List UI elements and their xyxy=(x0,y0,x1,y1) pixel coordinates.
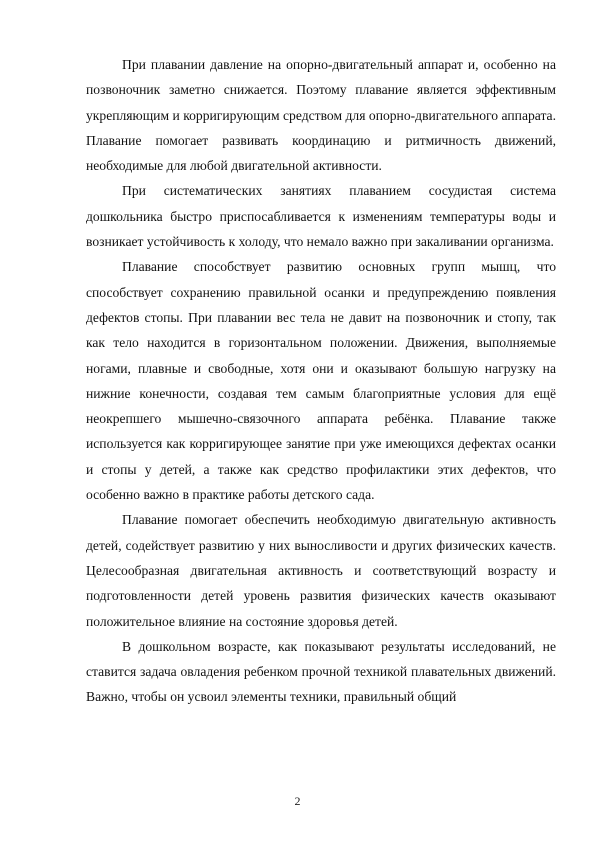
paragraph-swimming-activity: Плавание помогает обеспечить необходимую двигательную активность детей, содействует развитию у них выносливости и других физических качеств. Целесообразная двигательная активность и соответствующий возрасту и подготовленности детей уровень развития физических качеств оказывают положительное влияние на состояние здоровья детей. xyxy=(86,512,556,629)
paragraph-swimming-musculoskeletal: При плавании давление на опорно-двигательный аппарат и, особенно на позвоночник заметно снижается. Поэтому плавание является эффективным укрепляющим и корригирующим средством для опорно-двигательного аппарата. Плавание помогает развивать координацию и ритмичность движений, необходимые для любой двигательной активности. xyxy=(86,57,556,174)
page-number: 2 xyxy=(294,794,301,808)
paragraph-swimming-hardening: При систематических занятиях плаванием сосудистая система дошкольника быстро приспосабливается к изменениям температуры воды и возникает устойчивость к холоду, что немало важно при закаливании организма. xyxy=(86,183,556,250)
paragraph-preschool-technique: В дошкольном возрасте, как показывают результаты исследований, не ставится задача овладения ребенком прочной техникой плавательных движений. Важно, чтобы он усвоил элементы техники, правильный общий xyxy=(86,638,556,705)
body-text xyxy=(86,52,556,710)
paragraph-swimming-posture: Плавание способствует развитию основных групп мышц, что способствует сохранению правильной осанки и предупреждению появления дефектов стопы. При плавании вес тела не давит на позвоночник и стопу, так как тело находится в горизонтальном положении. Движения, выполняемые ногами, плавные и свободные, хотя они и оказывают большую нагрузку на нижние конечности, создавая тем самым благоприятные условия для ещё неокрепшего мышечно-связочного аппарата ребёнка. Плавание также используется как корригирующее занятие при уже имеющихся дефектах осанки и стопы у детей, а также как средство профилактики этих дефектов, что особенно важно в практике работы детского сада. xyxy=(86,259,556,503)
